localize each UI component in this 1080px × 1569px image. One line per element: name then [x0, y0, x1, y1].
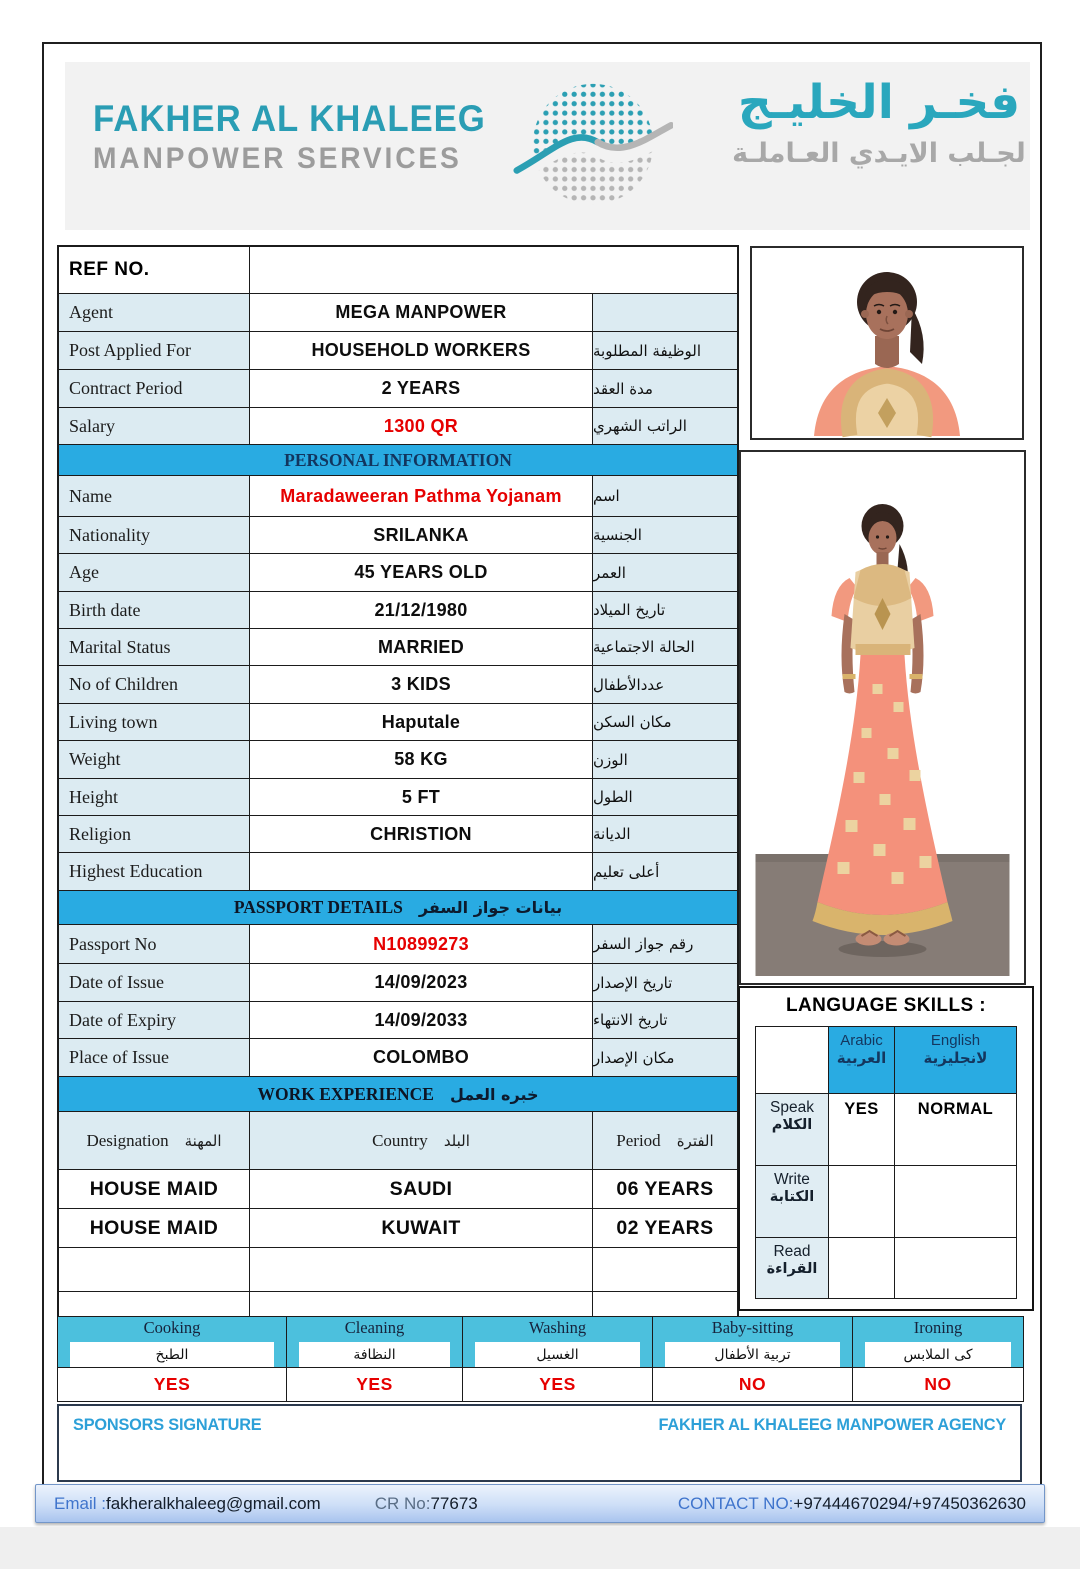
language-column-en: English [930, 1032, 981, 1049]
field-value: 3 KIDS [249, 666, 592, 703]
field-label: Nationality [59, 517, 249, 553]
agency-name-arabic: فخـر الخليـج [737, 75, 1021, 130]
agency-name: FAKHER AL KHALEEG [93, 98, 486, 139]
table-row-issue-date [59, 963, 737, 1001]
language-column-en: Arabic [840, 1032, 883, 1049]
field-label-arabic: العمر [592, 554, 737, 591]
table-row-contract [59, 369, 737, 407]
field-label-arabic: الوزن [592, 741, 737, 778]
table-row-post [59, 331, 737, 369]
language-skills-table [755, 1026, 1017, 1299]
field-value: CHRISTION [249, 816, 592, 852]
language-value-write-english [894, 1165, 1016, 1237]
field-label: Weight [59, 741, 249, 778]
field-label-arabic: الحالة الاجتماعية [592, 629, 737, 665]
field-label: Name [59, 476, 249, 516]
language-column-ar: لانجليزية [923, 1049, 988, 1067]
contact-label: CONTACT NO: [677, 1493, 794, 1513]
household-skills-header [58, 1317, 1023, 1368]
candidate-fullbody-photo [739, 450, 1026, 985]
column-header-en: Country [372, 1130, 428, 1150]
agency-logo-arabic [675, 68, 1080, 168]
field-value-name: Maradaweeran Pathma Yojanam [249, 476, 592, 516]
field-value: 21/12/1980 [249, 592, 592, 628]
column-header-designation [59, 1112, 249, 1169]
table-row-agent [59, 293, 737, 331]
language-row-en: Speak [770, 1099, 814, 1116]
field-label-arabic: تاريخ الميلاد [592, 592, 737, 628]
skill-name-ar: تربية الأطفال [665, 1342, 840, 1367]
table-row-age [59, 553, 737, 591]
agency-tagline: MANPOWER SERVICES [93, 141, 462, 175]
table-row-salary [59, 407, 737, 444]
field-label: Passport No [59, 925, 249, 963]
field-label: Agent [59, 294, 249, 331]
skill-name-en: Cooking [143, 1318, 201, 1337]
table-row-nationality [59, 516, 737, 553]
experience-period: 06 YEARS [592, 1170, 737, 1208]
language-column-ar: العربية [836, 1049, 887, 1067]
field-label: Living town [59, 704, 249, 740]
footer-cr-number [375, 1494, 478, 1514]
language-row-ar: الكلام [771, 1117, 813, 1133]
field-label-arabic: تاريخ الانتهاء [592, 1002, 737, 1038]
table-row-education [59, 852, 737, 890]
column-header-en: Designation [86, 1130, 169, 1150]
language-row-ar: الكتابة [769, 1189, 815, 1205]
experience-columns-header [59, 1111, 737, 1169]
field-label: Post Applied For [59, 332, 249, 369]
field-label: Date of Expiry [59, 1002, 249, 1038]
field-value-salary: 1300 QR [249, 408, 592, 444]
cr-label: CR No: [374, 1493, 431, 1513]
table-row-ref-no [59, 247, 737, 293]
field-label: Highest Education [59, 853, 249, 890]
skill-value-cooking: YES [153, 1374, 191, 1394]
contact-value: +97444670294/+97450362630 [793, 1493, 1026, 1513]
sponsors-signature-label: SPONSORS SIGNATURE [73, 1415, 262, 1434]
section-header-passport [59, 890, 737, 924]
skill-name-ar: الطبخ [70, 1342, 274, 1367]
experience-designation: HOUSE MAID [59, 1209, 249, 1247]
field-label-arabic: مكان الإصدار [592, 1039, 737, 1076]
section-title-en: PASSPORT DETAILS [233, 897, 403, 917]
section-title-en: WORK EXPERIENCE [257, 1083, 434, 1104]
field-value: Haputale [249, 704, 592, 740]
footer-contact [678, 1494, 1026, 1514]
skill-value-washing: YES [462, 1368, 652, 1401]
field-label: Place of Issue [59, 1039, 249, 1076]
language-value-speak-arabic: YES [828, 1093, 894, 1165]
table-row-children [59, 665, 737, 703]
table-row-livingtown [59, 703, 737, 740]
section-header-experience [59, 1076, 737, 1111]
skill-name-en: Washing [528, 1318, 587, 1337]
skill-name-en: Ironing [913, 1318, 963, 1337]
agency-logo-english [93, 98, 486, 177]
field-value: 45 YEARS OLD [249, 554, 592, 591]
table-row-passport-no [59, 924, 737, 963]
field-value: HOUSEHOLD WORKERS [249, 332, 592, 369]
field-label-arabic: الجنسية [592, 517, 737, 553]
language-corner-cell [756, 1027, 828, 1093]
page-bottom-margin [0, 1527, 1080, 1569]
language-value-read-english [894, 1237, 1016, 1298]
ref-no-value [249, 247, 737, 293]
experience-designation [59, 1248, 249, 1291]
skill-name-ar: النظافة [299, 1342, 450, 1367]
dotted-globe-logo-icon [513, 70, 673, 222]
field-label: Date of Issue [59, 964, 249, 1001]
language-row-en: Write [774, 1171, 810, 1188]
experience-country: SAUDI [249, 1170, 592, 1208]
field-label: Marital Status [59, 629, 249, 665]
table-row-issue-place [59, 1038, 737, 1076]
language-row-en: Read [773, 1243, 811, 1260]
candidate-data-table [57, 245, 739, 1336]
skill-value-cleaning: YES [286, 1368, 462, 1401]
language-column-english [894, 1027, 1016, 1093]
language-value-speak-english: NORMAL [894, 1093, 1016, 1165]
skill-value-ironing: NO [852, 1368, 1023, 1401]
experience-country: KUWAIT [249, 1209, 592, 1247]
column-header-country [249, 1112, 592, 1169]
ref-no-label: REF NO. [59, 247, 249, 293]
field-value [249, 853, 592, 890]
language-row-label-speak [756, 1093, 828, 1165]
experience-row [59, 1208, 737, 1247]
language-value-read-arabic [828, 1237, 894, 1298]
field-label-arabic: مدة العقد [592, 370, 737, 407]
column-header-arabic: البلد [443, 1131, 470, 1150]
field-value: 5 FT [249, 779, 592, 815]
field-value: COLOMBO [249, 1039, 592, 1076]
field-label-arabic [592, 294, 737, 331]
column-header-arabic: المهنة [184, 1131, 222, 1150]
experience-period: 02 YEARS [592, 1209, 737, 1247]
experience-country [249, 1248, 592, 1291]
table-row-weight [59, 740, 737, 778]
skill-header-washing [462, 1317, 652, 1367]
skill-header-cleaning [286, 1317, 462, 1367]
experience-designation: HOUSE MAID [59, 1170, 249, 1208]
field-value: MEGA MANPOWER [249, 294, 592, 331]
column-header-period [592, 1112, 737, 1169]
table-row-height [59, 778, 737, 815]
field-value: 2 YEARS [249, 370, 592, 407]
cr-value: 77673 [430, 1493, 478, 1513]
language-row-label-write [756, 1165, 828, 1237]
language-skills-panel [738, 986, 1034, 1311]
field-label-arabic: الطول [592, 779, 737, 815]
experience-row [59, 1169, 737, 1208]
language-value-write-arabic [828, 1165, 894, 1237]
skill-header-cooking [58, 1317, 286, 1367]
skill-name-ar: كى الملابس [865, 1342, 1011, 1367]
field-label-arabic: مكان السكن [592, 704, 737, 740]
table-row-religion [59, 815, 737, 852]
section-title [59, 1077, 737, 1111]
field-label-arabic: اسم [592, 476, 737, 516]
field-label: Age [59, 554, 249, 591]
field-label-arabic: الوظيفة المطلوبة [592, 332, 737, 369]
experience-period [592, 1248, 737, 1291]
field-label-arabic: رقم جواز السفر [592, 925, 737, 963]
section-header-personal [59, 444, 737, 475]
email-label: Email : [54, 1493, 106, 1513]
signature-section [57, 1404, 1022, 1482]
experience-row [59, 1247, 737, 1291]
language-row-label-read [756, 1237, 828, 1298]
agency-tagline-arabic: لجـلب الايـدي العـاملـة [732, 137, 1026, 169]
candidate-headshot-photo [750, 246, 1024, 440]
skill-name-en: Cleaning [344, 1318, 405, 1337]
agency-logo-band [65, 62, 1030, 230]
field-label-arabic: الراتب الشهري [592, 408, 737, 444]
table-row-marital [59, 628, 737, 665]
field-value: 58 KG [249, 741, 592, 778]
field-label-arabic: عددالأطفال [592, 666, 737, 703]
language-skills-title: LANGUAGE SKILLS : [786, 995, 986, 1016]
household-skills-values [58, 1368, 1023, 1401]
field-label: Birth date [59, 592, 249, 628]
field-value: 14/09/2033 [249, 1002, 592, 1038]
column-header-en: Period [616, 1130, 661, 1150]
field-label-arabic: تاريخ الإصدار [592, 964, 737, 1001]
skill-value-babysitting: NO [652, 1368, 852, 1401]
skill-header-babysitting [652, 1317, 852, 1367]
field-value: SRILANKA [249, 517, 592, 553]
language-column-arabic [828, 1027, 894, 1093]
household-skills-table [57, 1316, 1024, 1402]
section-title-arabic: خبره العمل [449, 1084, 539, 1104]
agency-signature-label: FAKHER AL KHALEEG MANPOWER AGENCY [658, 1415, 1006, 1434]
contact-footer-bar [35, 1484, 1045, 1523]
field-value: 14/09/2023 [249, 964, 592, 1001]
column-header-arabic: الفترة [676, 1131, 714, 1150]
field-label: Religion [59, 816, 249, 852]
field-label: Height [59, 779, 249, 815]
field-label-arabic: أعلى تعليم [592, 853, 737, 890]
email-value: fakheralkhaleeg@gmail.com [105, 1493, 321, 1513]
field-label: Contract Period [59, 370, 249, 407]
field-label: Salary [59, 408, 249, 444]
skill-name-ar: الغسيل [475, 1342, 640, 1367]
footer-email [54, 1494, 321, 1514]
section-title: PERSONAL INFORMATION [59, 445, 737, 475]
section-title-arabic: بيانات جواز السفر [418, 898, 563, 917]
table-row-expiry-date [59, 1001, 737, 1038]
language-row-ar: القراءة [766, 1261, 818, 1277]
table-row-name [59, 475, 737, 516]
field-value: MARRIED [249, 629, 592, 665]
skill-name-en: Baby-sitting [711, 1318, 794, 1337]
field-label-arabic: الديانة [592, 816, 737, 852]
table-row-birthdate [59, 591, 737, 628]
field-label: No of Children [59, 666, 249, 703]
section-title [59, 891, 737, 924]
skill-header-ironing [852, 1317, 1023, 1367]
field-value-passport-no: N10899273 [249, 925, 592, 963]
